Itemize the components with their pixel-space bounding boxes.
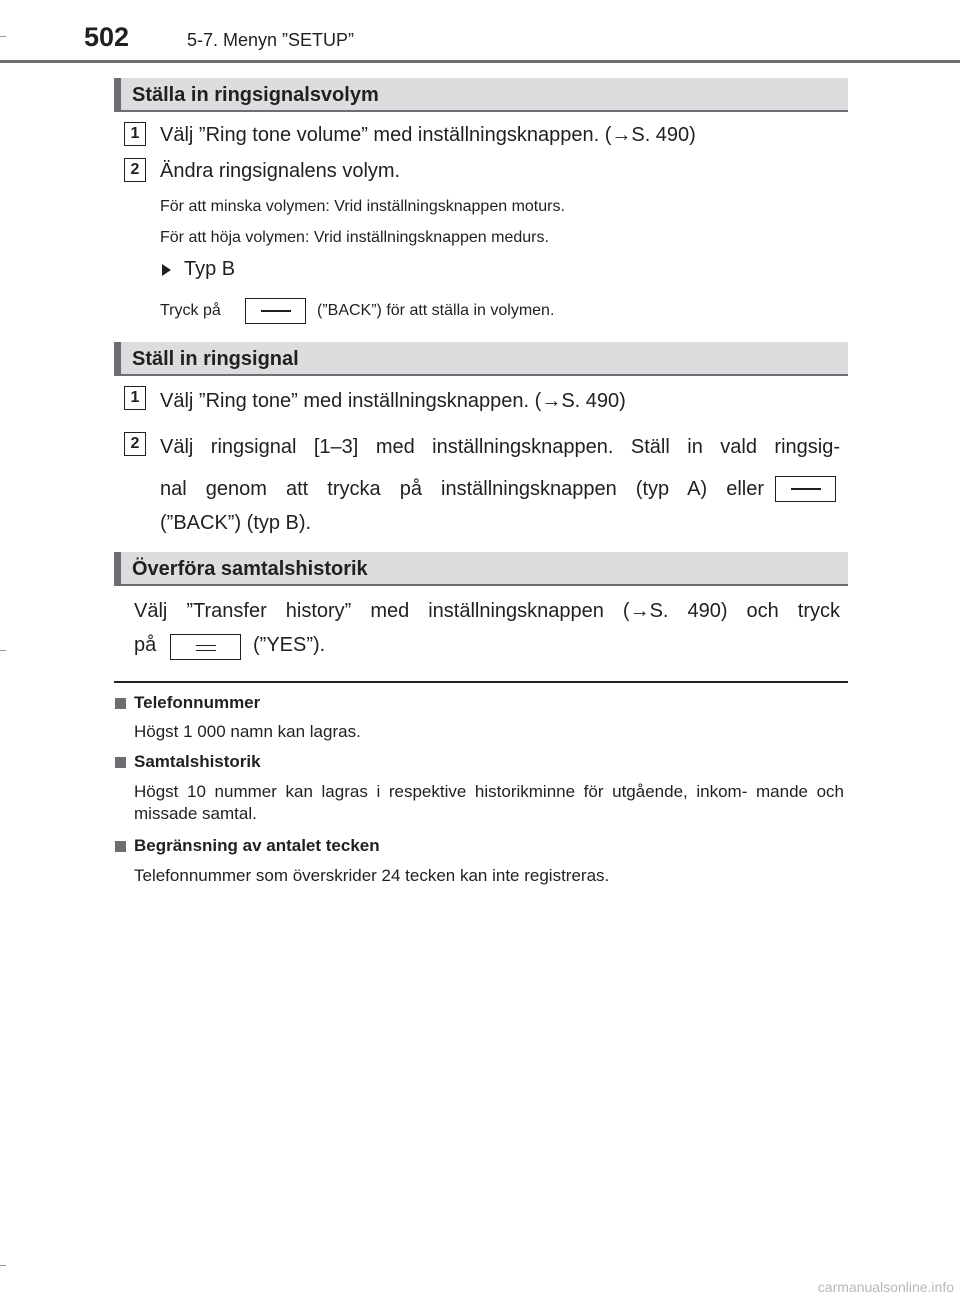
note-text: För att höja volymen: Vrid inställningsknappen medurs. (160, 229, 549, 246)
square-bullet-icon (115, 841, 126, 852)
body-text: (”YES”). (253, 634, 326, 656)
section-title: Ställa in ringsignalsvolym (132, 84, 379, 106)
section-bar (114, 342, 121, 374)
step-text: Ändra ringsignalens volym. (160, 160, 401, 182)
triangle-bullet-icon (162, 264, 171, 276)
header-rule (0, 60, 960, 63)
note-text: För att minska volymen: Vrid inställningsknappen moturs. (160, 198, 565, 215)
step-number: 2 (124, 158, 146, 182)
type-label: Typ B (184, 258, 236, 280)
step-text: nal genom att trycka på inställningsknappen (typ A) eller (160, 478, 764, 500)
page-number: 502 (84, 22, 130, 52)
note-text: (”BACK”) för att ställa in volymen. (317, 302, 555, 319)
step-number: 1 (124, 386, 146, 410)
back-button-icon (245, 298, 306, 324)
chapter-title: 5-7. Menyn ”SETUP” (187, 30, 355, 50)
square-bullet-icon (115, 698, 126, 709)
info-title: Begränsning av antalet tecken (134, 836, 380, 855)
crop-mark (0, 650, 6, 651)
step-text: Välj ”Ring tone” med inställningsknappen. (→S. 490) (160, 390, 626, 412)
info-text: Högst 1 000 namn kan lagras. (134, 722, 361, 741)
section-heading (114, 342, 848, 376)
body-text: Välj ”Transfer history” med inställningsknappen (→S. 490) och tryck (134, 600, 840, 622)
crop-mark (0, 36, 6, 37)
step-text: Välj ringsignal [1–3] med inställningsknappen. Ställ in vald ringsig- (160, 436, 840, 458)
crop-mark (0, 1265, 6, 1266)
section-heading (114, 552, 848, 586)
yes-button-icon (170, 634, 241, 660)
info-title: Telefonnummer (134, 693, 261, 712)
info-title: Samtalshistorik (134, 752, 261, 771)
square-bullet-icon (115, 757, 126, 768)
section-bar (114, 552, 121, 584)
info-text: Telefonnummer som överskrider 24 tecken kan inte registreras. (134, 866, 610, 885)
body-text: på (134, 634, 157, 656)
step-text: Välj ”Ring tone volume” med inställningsknappen. (→S. 490) (160, 124, 696, 146)
info-text: Högst 10 nummer kan lagras i respektive historikminne för utgående, inkom- mande och missade samtal. (134, 782, 844, 823)
section-title: Överföra samtalshistorik (132, 558, 368, 580)
note-text: Tryck på (160, 302, 221, 319)
watermark: carmanualsonline.info (817, 1279, 954, 1295)
back-button-icon (775, 476, 836, 502)
step-number: 1 (124, 122, 146, 146)
step-number: 2 (124, 432, 146, 456)
section-bar (114, 78, 121, 110)
info-divider (114, 681, 848, 683)
section-title: Ställ in ringsignal (132, 348, 299, 370)
section-heading (114, 78, 848, 112)
step-text: (”BACK”) (typ B). (160, 512, 312, 534)
